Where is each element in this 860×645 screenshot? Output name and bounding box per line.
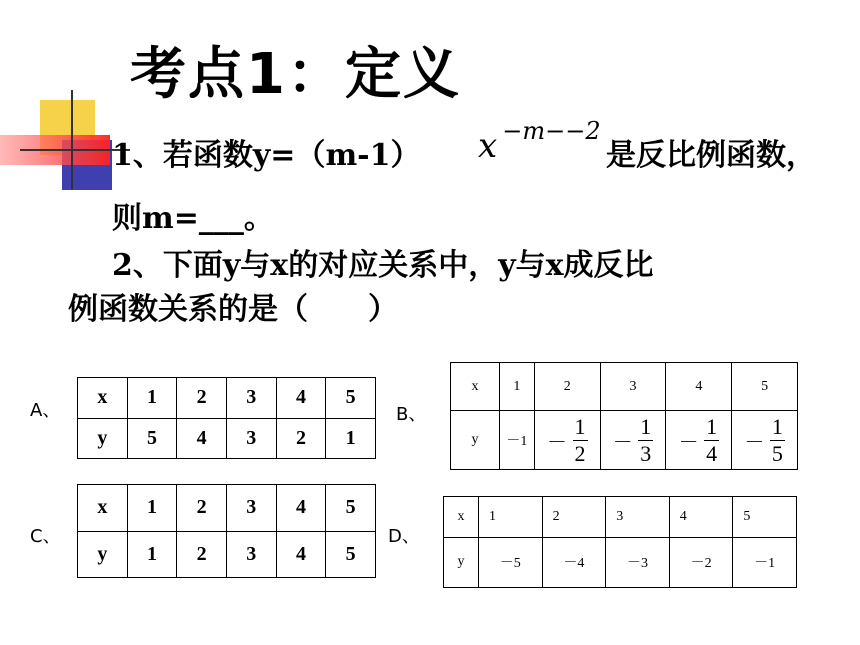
exponent-expression xyxy=(478,112,601,166)
table-cell: －1 xyxy=(733,537,797,587)
table-cell: x xyxy=(78,378,128,419)
table-cell: 1 xyxy=(500,363,535,411)
table-cell: 3 xyxy=(606,497,670,538)
table-cell: 2 xyxy=(177,378,227,419)
option-a-label: A、 xyxy=(30,400,61,421)
question-1-suffix: 是反比例函数， xyxy=(606,138,816,173)
table-cell: 2 xyxy=(177,531,227,578)
table-cell: 5 xyxy=(733,497,797,538)
option-a-table xyxy=(77,377,376,459)
option-c-label: C、 xyxy=(30,526,61,547)
option-d-label: D、 xyxy=(388,526,420,547)
table-cell-fraction: － $\frac{1}{3}$ xyxy=(600,411,666,470)
table-cell: y xyxy=(78,531,128,578)
table-cell: 3 xyxy=(226,378,276,419)
table-cell: 4 xyxy=(276,378,326,419)
table-row xyxy=(451,363,798,411)
table-cell: 2 xyxy=(177,485,227,532)
table-cell: y xyxy=(451,411,500,470)
table-cell-fraction: － $\frac{1}{2}$ xyxy=(534,411,600,470)
table-cell: －4 xyxy=(542,537,606,587)
table-cell: 1 xyxy=(127,531,177,578)
table-cell: 5 xyxy=(326,378,376,419)
table-cell: 5 xyxy=(326,531,376,578)
table-cell: －1 xyxy=(500,411,535,470)
fraction: $\frac{1}{5}$ xyxy=(771,413,783,466)
table-cell: x xyxy=(78,485,128,532)
fraction: $\frac{1}{3}$ xyxy=(640,413,652,466)
table-cell: 5 xyxy=(127,418,177,459)
table-cell: 3 xyxy=(226,531,276,578)
table-row xyxy=(78,418,376,459)
table-cell-fraction: － $\frac{1}{5}$ xyxy=(732,411,798,470)
option-b-table xyxy=(450,362,798,470)
table-cell: －2 xyxy=(669,537,733,587)
table-row xyxy=(78,485,376,532)
table-cell: 2 xyxy=(534,363,600,411)
table-cell: 4 xyxy=(276,485,326,532)
fraction: $\frac{1}{4}$ xyxy=(706,413,718,466)
page-title: 考点1：定义 xyxy=(130,42,461,107)
table-row xyxy=(444,537,797,587)
exponent-power: −m−−2 xyxy=(502,117,601,145)
exponent-base: x xyxy=(478,126,498,166)
table-cell: 1 xyxy=(326,418,376,459)
table-cell: 5 xyxy=(326,485,376,532)
question-1-answer-line: 则m=___。 xyxy=(112,201,274,236)
table-cell: 4 xyxy=(666,363,732,411)
table-cell: 1 xyxy=(479,497,543,538)
table-cell: 4 xyxy=(276,531,326,578)
table-row xyxy=(444,497,797,538)
table-cell: y xyxy=(444,537,479,587)
question-2-line-1: 2、下面y与x的对应关系中，y与x成反比 xyxy=(112,248,654,283)
table-cell: 3 xyxy=(600,363,666,411)
option-d-table xyxy=(443,496,797,588)
table-cell: 3 xyxy=(226,418,276,459)
table-cell: x xyxy=(451,363,500,411)
question-2-line-2: 例函数关系的是（ ） xyxy=(68,292,398,327)
option-b-label: B、 xyxy=(396,404,427,425)
option-c-table xyxy=(77,484,376,578)
table-cell: 2 xyxy=(276,418,326,459)
table-cell: －5 xyxy=(479,537,543,587)
table-row xyxy=(78,378,376,419)
table-cell: －3 xyxy=(606,537,670,587)
table-cell: y xyxy=(78,418,128,459)
table-cell: 4 xyxy=(177,418,227,459)
table-row xyxy=(451,411,798,470)
table-row xyxy=(78,531,376,578)
table-cell: 5 xyxy=(732,363,798,411)
question-1-prefix: 1、若函数y=（m-1） xyxy=(112,138,421,173)
fraction: $\frac{1}{2}$ xyxy=(574,413,586,466)
table-cell: 4 xyxy=(669,497,733,538)
table-cell: 1 xyxy=(127,378,177,419)
question-1-text xyxy=(112,130,421,174)
table-cell-fraction: － $\frac{1}{4}$ xyxy=(666,411,732,470)
table-cell: 2 xyxy=(542,497,606,538)
table-cell: 3 xyxy=(226,485,276,532)
table-cell: 1 xyxy=(127,485,177,532)
table-cell: x xyxy=(444,497,479,538)
